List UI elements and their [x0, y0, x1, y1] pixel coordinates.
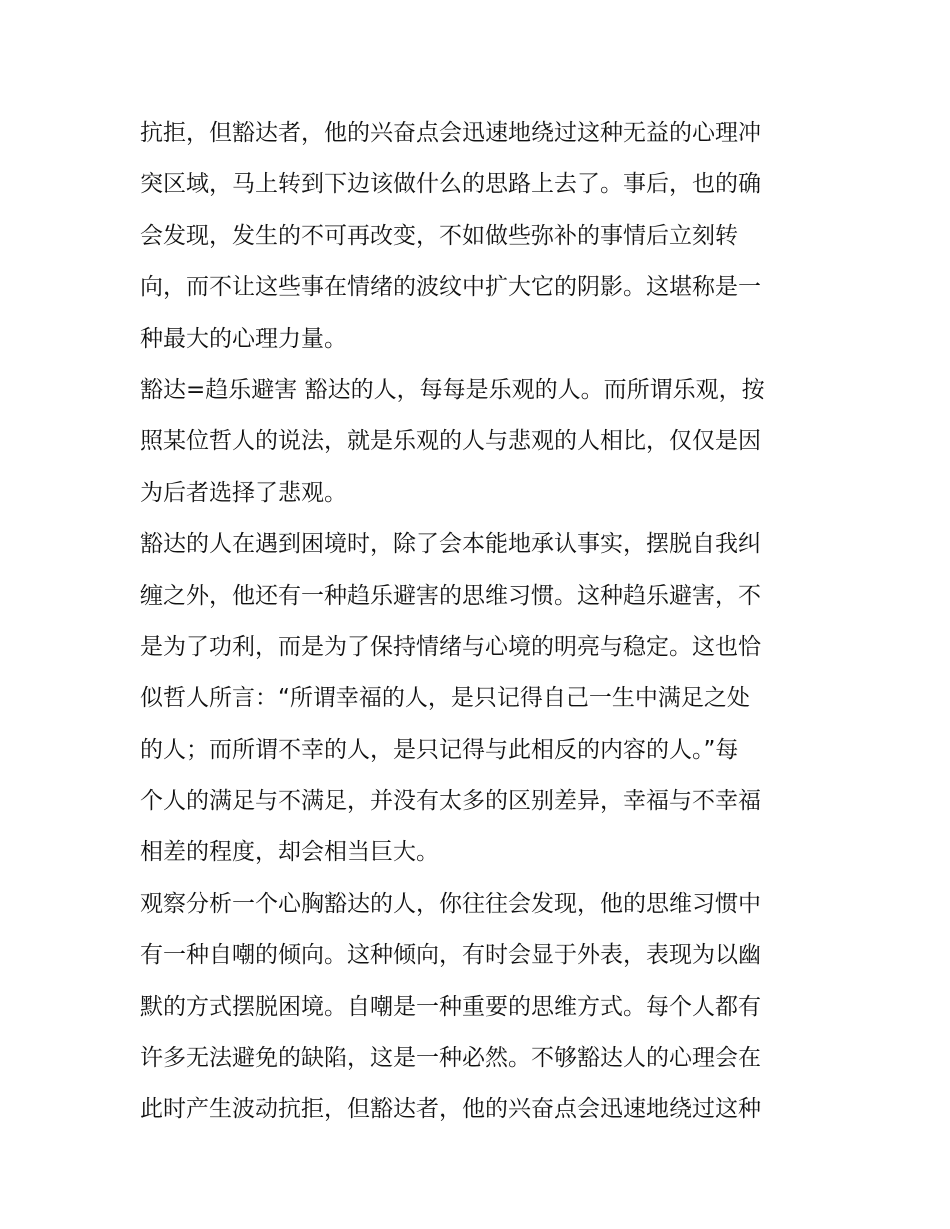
- text-line: 许多无法避免的缺陷，这是一种必然。不够豁达人的心理会在: [140, 1045, 761, 1072]
- text-line: 豁达=趋乐避害 豁达的人，每每是乐观的人。而所谓乐观，按: [140, 376, 765, 403]
- text-line: 个人的满足与不满足，并没有太多的区别差异，幸福与不幸福: [140, 788, 761, 815]
- text-line: 默的方式摆脱困境。自嘲是一种重要的思维方式。每个人都有: [140, 993, 761, 1020]
- text-line: 的人；而所谓不幸的人，是只记得与此相反的内容的人。”每: [140, 736, 739, 763]
- text-line: 似哲人所言：“所谓幸福的人，是只记得自己一生中满足之处: [140, 685, 750, 712]
- text-line: 突区域，马上转到下边该做什么的思路上去了。事后，也的确: [140, 171, 761, 198]
- text-line: 豁达的人在遇到困境时，除了会本能地承认事实，摆脱自我纠: [140, 531, 761, 558]
- text-line: 抗拒，但豁达者，他的兴奋点会迅速地绕过这种无益的心理冲: [140, 120, 761, 146]
- text-line: 此时产生波动抗拒，但豁达者，他的兴奋点会迅速地绕过这种: [140, 1096, 761, 1123]
- text-line: 为后者选择了悲观。: [140, 479, 347, 506]
- text-line: 照某位哲人的说法，就是乐观的人与悲观的人相比，仅仅是因: [140, 428, 761, 455]
- text-line: 缠之外，他还有一种趋乐避害的思维习惯。这种趋乐避害，不: [140, 582, 761, 609]
- text-line: 是为了功利，而是为了保持情绪与心境的明亮与稳定。这也恰: [140, 633, 761, 660]
- body-text: [140, 108, 820, 1136]
- text-line: 相差的程度，却会相当巨大。: [140, 839, 439, 866]
- text-line: 观察分析一个心胸豁达的人，你往往会发现，他的思维习惯中: [140, 890, 761, 917]
- text-line: 有一种自嘲的倾向。这种倾向，有时会显于外表，表现为以幽: [140, 942, 761, 969]
- text-line: 向，而不让这些事在情绪的波纹中扩大它的阴影。这堪称是一: [140, 274, 761, 301]
- text-line: 种最大的心理力量。: [140, 325, 347, 352]
- text-line: 会发现，发生的不可再改变，不如做些弥补的事情后立刻转: [140, 222, 738, 249]
